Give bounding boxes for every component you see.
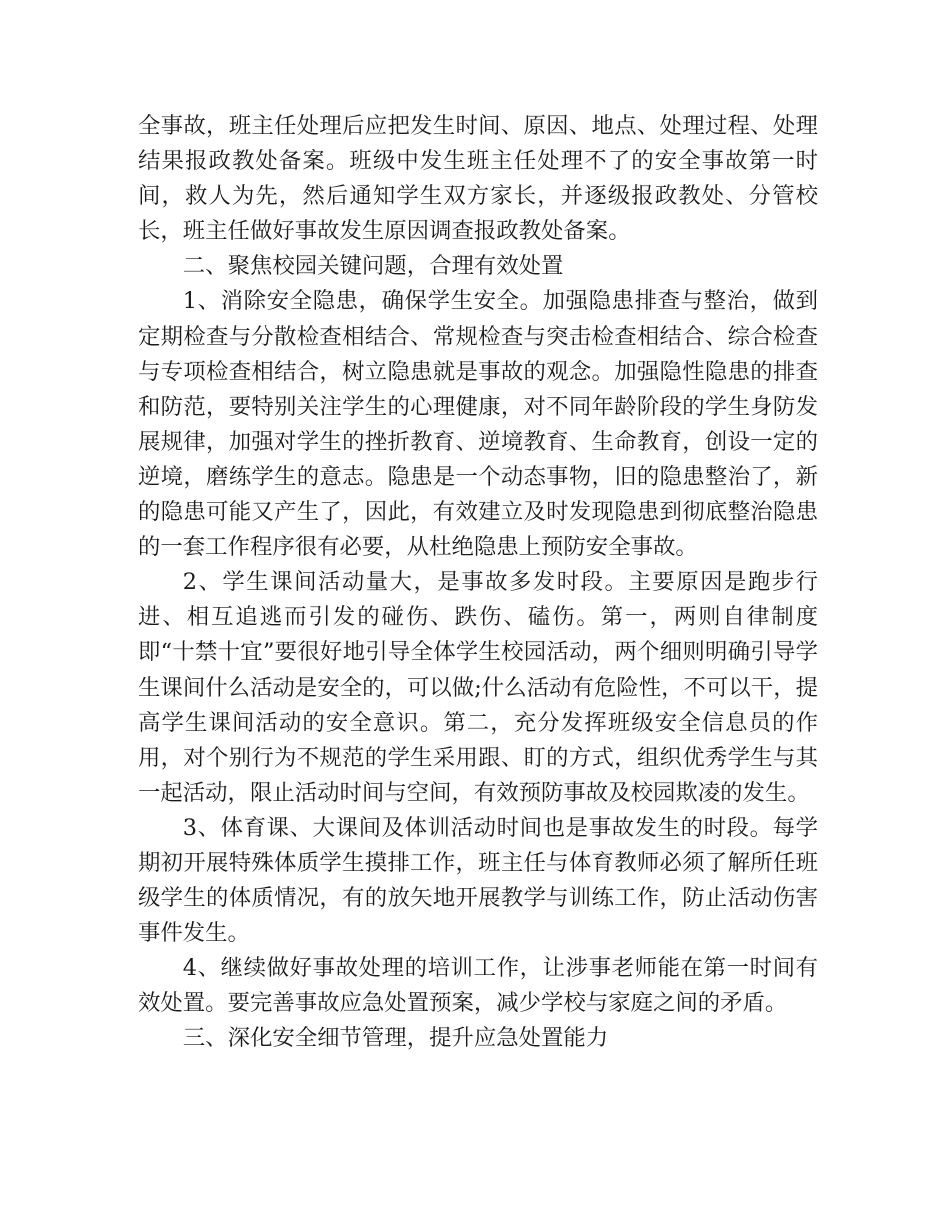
paragraph-item-2: 2、学生课间活动量大，是事故多发时段。主要原因是跑步行进、相互追逃而引发的碰伤、跌伤、磕伤。第一，两则自律制度即“十禁十宜”要很好地引导全体学生校园活动，两个细则明确引导学生课间什么活动是安全的，可以做;什么活动有危险性，不可以干，提高学生课间活动的安全意识。第二，充分发挥班级安全信息员的作用，对个别行为不规范的学生采用跟、盯的方式，组织优秀学生与其一起活动，限止活动时间与空间，有效预防事故及校园欺凌的发生。 [138, 569, 818, 806]
section-heading-2: 二、聚焦校园关键问题，合理有效处置 [182, 253, 564, 280]
paragraph-item-3: 3、体育课、大课间及体训活动时间也是事故发生的时段。每学期初开展特殊体质学生摸排工作，班主任与体育教师必须了解所任班级学生的体质情况，有的放矢地开展教学与训练工作，防止活动伤害事件发生。 [138, 814, 818, 947]
paragraph-continuation: 全事故，班主任处理后应把发生时间、原因、地点、处理过程、处理结果报政教处备案。班级中发生班主任处理不了的安全事故第一时间，救人为先，然后通知学生双方家长，并逐级报政教处、分管校长，班主任做好事故发生原因调查报政教处备案。 [138, 113, 818, 245]
section-heading-3: 三、深化安全细节管理，提升应急处置能力 [182, 1025, 609, 1052]
paragraph-item-1: 1、消除安全隐患，确保学生安全。加强隐患排查与整治，做到定期检查与分散检查相结合、常规检查与突击检查相结合、综合检查与专项检查相结合，树立隐患就是事故的观念。加强隐性隐患的排查和防范，要特别关注学生的心理健康，对不同年龄阶段的学生身防发展规律，加强对学生的挫折教育、逆境教育、生命教育，创设一定的逆境，磨练学生的意志。隐患是一个动态事物，旧的隐患整治了，新的隐患可能又产生了，因此，有效建立及时发现隐患到彻底整治隐患的一套工作程序很有必要，从杜绝隐患上预防安全事故。 [138, 288, 818, 561]
paragraph-item-4: 4、继续做好事故处理的培训工作，让涉事老师能在第一时间有效处置。要完善事故应急处置预案，减少学校与家庭之间的矛盾。 [138, 955, 818, 1017]
document-body [138, 109, 818, 1057]
